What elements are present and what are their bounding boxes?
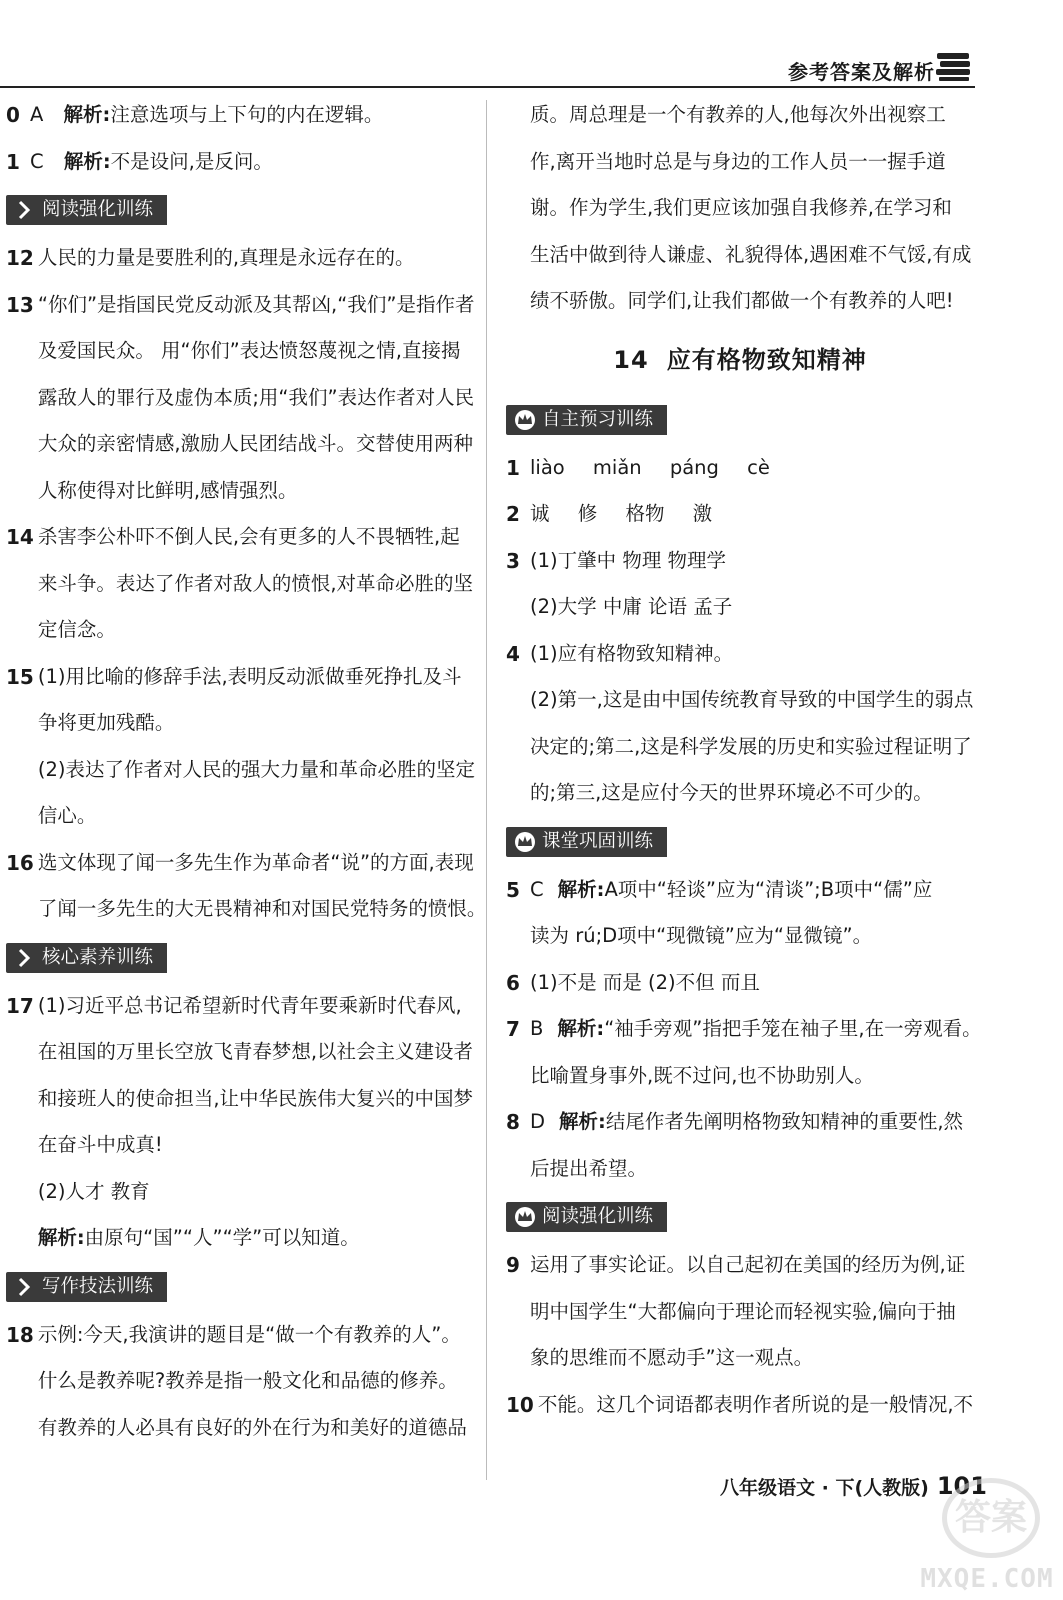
item-number: 5 bbox=[506, 877, 520, 902]
word-answer: 修 bbox=[577, 502, 598, 525]
answer-choice: C bbox=[530, 877, 544, 901]
answer-item-11 bbox=[6, 139, 476, 186]
item-number: 2 bbox=[506, 502, 520, 526]
item-number: 0 bbox=[6, 103, 20, 127]
crown-icon bbox=[514, 1206, 536, 1228]
answer-line: 的;第三,这是应付今天的世界环境必不可少的。 bbox=[530, 781, 933, 804]
analysis-text: 结尾作者先阐明格物致知精神的重要性,然 bbox=[605, 1110, 964, 1133]
answer-item-18-continued bbox=[506, 92, 974, 325]
section-title: 自主预习训练 bbox=[542, 408, 654, 430]
answer-line: 明中国学生“大都偏向于理论而轻视实验,偏向于抽 bbox=[530, 1299, 956, 1323]
item-number: 9 bbox=[506, 1253, 520, 1277]
analysis-label: 解析: bbox=[37, 1226, 85, 1249]
item-number: 1 bbox=[6, 149, 20, 174]
item-number: 14 bbox=[6, 525, 34, 549]
section-marker-icon bbox=[14, 947, 36, 969]
item-number: 7 bbox=[506, 1017, 520, 1041]
pinyin-answer: miǎn bbox=[592, 455, 642, 479]
chapter-title bbox=[506, 325, 974, 395]
answer-item-7 bbox=[506, 1006, 982, 1099]
section-title: 课堂巩固训练 bbox=[542, 830, 654, 852]
column-divider bbox=[486, 100, 487, 1480]
analysis-label: 解析: bbox=[557, 877, 605, 901]
analysis-label: 解析: bbox=[63, 149, 111, 173]
footer-grade: 八年级语文 · 下(人教版) bbox=[720, 1477, 929, 1499]
analysis-text: 由原句“国”“人”“学”可以知道。 bbox=[84, 1226, 360, 1249]
analysis-text: “袖手旁观”指把手笼在袖子里,在一旁观看。 bbox=[604, 1017, 982, 1040]
answer-item-4 bbox=[506, 631, 974, 817]
item-number: 15 bbox=[6, 664, 34, 689]
section-title: 阅读强化训练 bbox=[42, 199, 154, 220]
crown-icon bbox=[514, 831, 536, 853]
answer-line: 及爱国民众。 用“你们”表达愤怒蔑视之情,直接揭 bbox=[37, 339, 461, 362]
word-answer: 诚 bbox=[530, 502, 550, 525]
analysis-text: 不是设问,是反问。 bbox=[110, 149, 273, 173]
answer-line: (2)表达了作者对人民的强大力量和革命必胜的坚定 bbox=[37, 757, 475, 781]
section-heading-class bbox=[506, 827, 667, 857]
answer-line: 有教养的人必具有良好的外在行为和美好的道德品 bbox=[37, 1415, 467, 1439]
answer-line: 决定的;第二,这是科学发展的历史和实验过程证明了 bbox=[530, 734, 972, 758]
answer-line: 生活中做到待人谦虚、礼貌得体,遇困难不气馁,有成 bbox=[530, 242, 972, 266]
answer-item-2 bbox=[506, 491, 974, 538]
answer-line: 作,离开当地时总是与身边的工作人员一一握手道 bbox=[530, 149, 946, 173]
answer-choice: C bbox=[30, 149, 44, 173]
answer-line: 信心。 bbox=[37, 804, 97, 827]
analysis-label: 解析: bbox=[559, 1110, 606, 1133]
item-number: 1 bbox=[506, 455, 520, 480]
section-heading-preview bbox=[506, 405, 667, 435]
section-heading-reading bbox=[6, 195, 167, 225]
answer-line: (1)习近平总书记希望新时代青年要乘新时代春风, bbox=[37, 993, 462, 1017]
answer-line: 选文体现了闻一多先生作为革命者“说”的方面,表现 bbox=[37, 850, 474, 874]
answer-choice: A bbox=[30, 103, 44, 126]
answer-line: 象的思维而不愿动手”这一观点。 bbox=[530, 1346, 814, 1369]
section-marker-icon bbox=[14, 199, 36, 221]
answer-line: (2)第一,这是由中国传统教育导致的中国学生的弱点 bbox=[530, 688, 974, 711]
answer-line: 来斗争。表达了作者对敌人的愤恨,对革命必胜的坚 bbox=[37, 571, 474, 595]
answer-line: (2)人才 教育 bbox=[37, 1179, 150, 1203]
answer-line: 比喻置身事外,既不过问,也不协助别人。 bbox=[530, 1063, 874, 1087]
answer-line: 在祖国的万里长空放飞青春梦想,以社会主义建设者 bbox=[37, 1040, 474, 1063]
answer-line: 争将更加残酷。 bbox=[37, 711, 175, 734]
answer-line: 和接班人的使命担当,让中华民族伟大复兴的中国梦 bbox=[37, 1086, 474, 1110]
page-number: 101 bbox=[936, 1472, 987, 1500]
answer-line: (1)应有格物致知精神。 bbox=[530, 641, 734, 665]
answer-item-6 bbox=[506, 960, 974, 1007]
analysis-text: A项中“轻谈”应为“清谈”;B项中“儒”应 bbox=[604, 877, 933, 901]
item-number: 16 bbox=[6, 850, 34, 875]
answer-line: 杀害李公朴吓不倒人民,会有更多的人不畏牺牲,起 bbox=[37, 525, 460, 548]
answer-line: 在奋斗中成真! bbox=[37, 1133, 163, 1156]
section-title: 核心素养训练 bbox=[42, 946, 154, 968]
watermark-text: MXQE.COM bbox=[920, 1564, 1054, 1594]
answer-item-12 bbox=[6, 235, 476, 282]
item-number: 6 bbox=[506, 970, 520, 995]
item-number: 18 bbox=[6, 1322, 34, 1347]
answer-item-9 bbox=[506, 1242, 974, 1382]
item-number: 17 bbox=[6, 993, 34, 1018]
section-heading-writing bbox=[6, 1272, 167, 1302]
answer-line: 运用了事实论证。以自己起初在美国的经历为例,证 bbox=[530, 1253, 966, 1276]
answer-line: 读为 rú;D项中“现微镜”应为“显微镜”。 bbox=[530, 924, 873, 947]
section-title: 写作技法训练 bbox=[42, 1275, 154, 1297]
answer-item-8 bbox=[506, 1099, 974, 1192]
answer-item-5 bbox=[506, 867, 974, 960]
item-number: 4 bbox=[506, 641, 520, 666]
chapter-number: 14 bbox=[613, 345, 649, 374]
word-answer: 激 bbox=[692, 502, 713, 525]
answer-item-1 bbox=[506, 445, 974, 492]
crown-icon bbox=[514, 409, 536, 431]
item-number: 8 bbox=[506, 1110, 520, 1134]
answer-text: (1)不是 而是 (2)不但 而且 bbox=[530, 970, 760, 994]
section-marker-icon bbox=[14, 1276, 36, 1298]
answer-line: (2)大学 中庸 论语 孟子 bbox=[530, 595, 733, 618]
item-number: 10 bbox=[506, 1392, 534, 1417]
answer-line: 后提出希望。 bbox=[530, 1156, 648, 1180]
answer-item-14 bbox=[6, 514, 476, 654]
answer-line: 绩不骄傲。同学们,让我们都做一个有教养的人吧! bbox=[530, 289, 954, 312]
answer-line: 了闻一多先生的大无畏精神和对国民党特务的愤恨。 bbox=[37, 897, 487, 920]
item-number: 3 bbox=[506, 548, 520, 573]
answer-line: 不能。这几个词语都表明作者所说的是一般情况,不 bbox=[537, 1392, 974, 1416]
item-number: 12 bbox=[6, 246, 34, 270]
left-column bbox=[6, 92, 487, 1451]
item-number: 13 bbox=[6, 292, 34, 317]
answer-item-10 bbox=[6, 92, 476, 139]
header-title: 参考答案及解析 bbox=[788, 60, 935, 84]
pinyin-answer: liào bbox=[530, 455, 565, 479]
answer-line: 定信念。 bbox=[37, 618, 116, 641]
answer-choice: B bbox=[530, 1017, 544, 1040]
answer-item-13 bbox=[6, 282, 476, 515]
pinyin-answer: cè bbox=[747, 455, 770, 479]
answer-line: 人称使得对比鲜明,感情强烈。 bbox=[37, 478, 298, 502]
section-heading-core bbox=[6, 943, 167, 973]
answer-line: (1)丁肇中 物理 物理学 bbox=[530, 548, 727, 572]
word-answer: 格物 bbox=[625, 502, 665, 525]
chapter-name: 应有格物致知精神 bbox=[666, 345, 867, 374]
answer-line: 什么是教养呢?教养是指一般文化和品德的修养。 bbox=[37, 1369, 458, 1392]
analysis-label: 解析: bbox=[557, 1017, 605, 1040]
answer-choice: D bbox=[530, 1110, 546, 1133]
answer-line: “你们”是指国民党反动派及其帮凶,“我们”是指作者 bbox=[37, 292, 475, 316]
answer-item-10b bbox=[506, 1382, 974, 1429]
answer-line: 示例:今天,我演讲的题目是“做一个有教养的人”。 bbox=[37, 1322, 461, 1346]
answer-item-16 bbox=[6, 840, 487, 933]
answer-item-3 bbox=[506, 538, 974, 631]
answer-text: 人民的力量是要胜利的,真理是永远存在的。 bbox=[37, 246, 415, 269]
watermark bbox=[912, 1478, 1062, 1596]
watermark-logo: 答案 bbox=[942, 1478, 1040, 1558]
answer-line: 质。周总理是一个有教养的人,他每次外出视察工 bbox=[530, 103, 946, 126]
pinyin-answer: páng bbox=[669, 455, 719, 479]
answer-line: 大众的亲密情感,激励人民团结战斗。交替使用两种 bbox=[37, 432, 474, 455]
analysis-label: 解析: bbox=[63, 103, 111, 126]
section-heading-reading-2 bbox=[506, 1202, 667, 1232]
right-column bbox=[506, 92, 982, 1428]
answer-item-15 bbox=[6, 654, 476, 840]
answer-item-17 bbox=[6, 983, 476, 1262]
answer-line: (1)用比喻的修辞手法,表明反动派做垂死挣扎及斗 bbox=[37, 664, 462, 688]
answer-item-18 bbox=[6, 1312, 476, 1452]
answer-line: 露敌人的罪行及虚伪本质;用“我们”表达作者对人民 bbox=[37, 385, 475, 409]
section-title: 阅读强化训练 bbox=[542, 1206, 654, 1227]
books-icon bbox=[935, 50, 973, 82]
answer-line: 谢。作为学生,我们更应该加强自我修养,在学习和 bbox=[530, 196, 952, 219]
analysis-text: 注意选项与上下句的内在逻辑。 bbox=[110, 103, 384, 126]
page-header bbox=[0, 48, 975, 88]
